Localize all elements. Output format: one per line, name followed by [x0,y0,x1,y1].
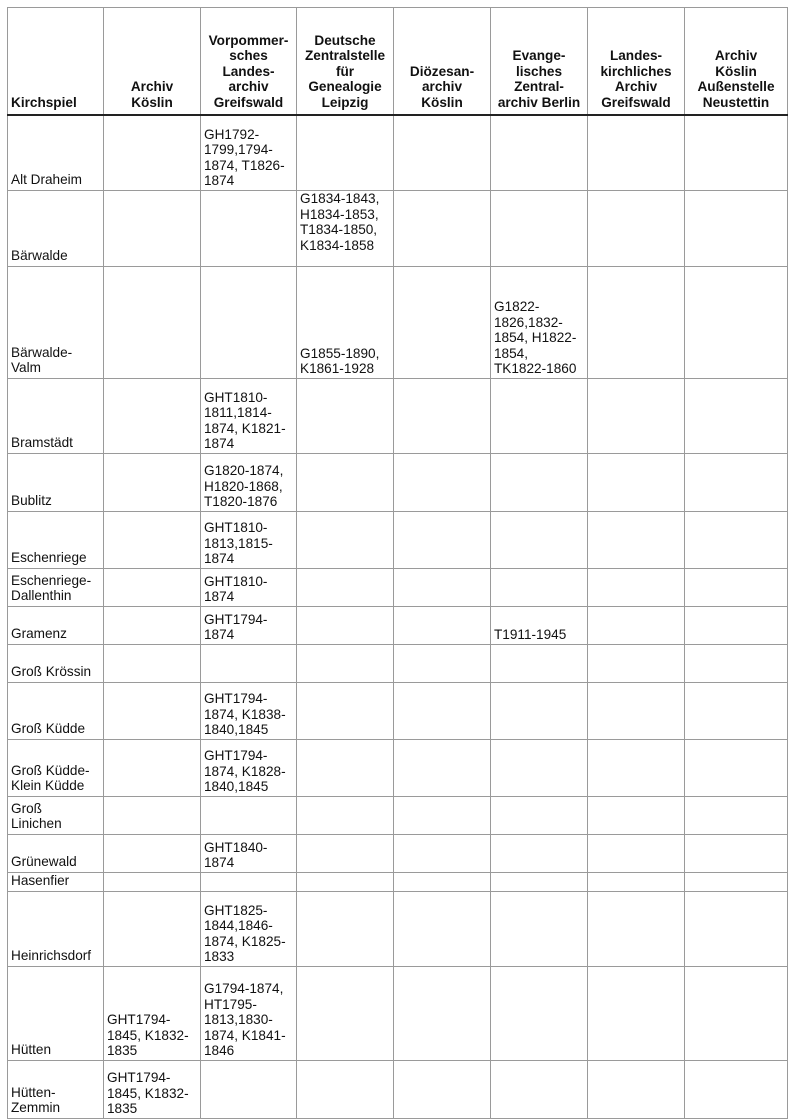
cell-neustettin [685,835,788,873]
table-row [8,683,788,740]
cell-dioezesan [394,569,491,607]
col-header-kirchspiel: Kirchspiel [8,8,104,115]
cell-archiv-koeslin [104,191,201,267]
parish-name: Bärwalde [8,191,104,267]
parish-name: Gramenz [8,607,104,645]
cell-greifswald [201,797,297,835]
cell-neustettin [685,873,788,892]
table-row [8,1061,788,1119]
cell-berlin [491,873,588,892]
cell-neustettin [685,607,788,645]
cell-archiv-koeslin [104,740,201,797]
cell-leipzig: G1855-1890, K1861-1928 [297,267,394,379]
cell-berlin [491,115,588,191]
col-header-greifswald-landesarchiv: Vorpommer- sches Landes- archiv Greifswald [201,8,297,115]
cell-dioezesan [394,797,491,835]
cell-greifswald: G1794-1874, HT1795- 1813,1830- 1874, K1841- 1846 [201,967,297,1061]
cell-leipzig [297,740,394,797]
cell-dioezesan [394,607,491,645]
table-row [8,892,788,967]
cell-greifswald: GHT1840- 1874 [201,835,297,873]
cell-landeskirchlich [588,379,685,454]
cell-landeskirchlich [588,683,685,740]
cell-archiv-koeslin [104,645,201,683]
cell-leipzig [297,512,394,569]
cell-berlin [491,740,588,797]
cell-dioezesan [394,191,491,267]
cell-landeskirchlich [588,191,685,267]
cell-neustettin [685,379,788,454]
cell-greifswald: GHT1794- 1874, K1828- 1840,1845 [201,740,297,797]
parish-name: Groß Küdde [8,683,104,740]
cell-berlin [491,454,588,512]
cell-neustettin [685,740,788,797]
cell-archiv-koeslin [104,454,201,512]
parish-archive-table [7,7,788,1119]
cell-dioezesan [394,267,491,379]
table-row [8,645,788,683]
cell-berlin [491,191,588,267]
cell-leipzig [297,645,394,683]
table-row [8,115,788,191]
parish-name: Hasenfier [8,873,104,892]
parish-name: Bramstädt [8,379,104,454]
cell-leipzig [297,454,394,512]
table-row [8,740,788,797]
cell-leipzig [297,967,394,1061]
cell-landeskirchlich [588,797,685,835]
cell-leipzig [297,115,394,191]
cell-dioezesan [394,967,491,1061]
cell-berlin [491,379,588,454]
cell-leipzig [297,873,394,892]
parish-name: Bärwalde- Valm [8,267,104,379]
table-row [8,512,788,569]
cell-dioezesan [394,512,491,569]
cell-leipzig [297,607,394,645]
table-row [8,835,788,873]
cell-leipzig [297,683,394,740]
cell-dioezesan [394,1061,491,1119]
col-header-leipzig: Deutsche Zentralstelle für Genealogie Leipzig [297,8,394,115]
cell-berlin [491,683,588,740]
cell-greifswald: GHT1794- 1874, K1838- 1840,1845 [201,683,297,740]
cell-greifswald: GHT1810- 1874 [201,569,297,607]
cell-archiv-koeslin [104,379,201,454]
cell-dioezesan [394,115,491,191]
cell-neustettin [685,512,788,569]
cell-dioezesan [394,873,491,892]
table-row [8,454,788,512]
cell-leipzig [297,835,394,873]
cell-landeskirchlich [588,967,685,1061]
cell-greifswald: GH1792- 1799,1794- 1874, T1826- 1874 [201,115,297,191]
cell-leipzig [297,569,394,607]
cell-berlin [491,512,588,569]
cell-archiv-koeslin [104,569,201,607]
cell-dioezesan [394,454,491,512]
cell-leipzig [297,797,394,835]
cell-archiv-koeslin [104,607,201,645]
cell-landeskirchlich [588,454,685,512]
table-row [8,569,788,607]
cell-archiv-koeslin [104,873,201,892]
parish-name: Eschenriege- Dallenthin [8,569,104,607]
table-row [8,967,788,1061]
table-row [8,191,788,267]
parish-name: Hütten [8,967,104,1061]
col-header-berlin: Evange- lisches Zentral- archiv Berlin [491,8,588,115]
cell-neustettin [685,191,788,267]
cell-landeskirchlich [588,115,685,191]
cell-neustettin [685,645,788,683]
cell-greifswald [201,1061,297,1119]
cell-neustettin [685,115,788,191]
cell-berlin: T1911-1945 [491,607,588,645]
cell-landeskirchlich [588,267,685,379]
cell-archiv-koeslin [104,892,201,967]
cell-greifswald [201,191,297,267]
parish-name: Alt Draheim [8,115,104,191]
cell-landeskirchlich [588,569,685,607]
parish-name: Bublitz [8,454,104,512]
cell-dioezesan [394,645,491,683]
cell-berlin: G1822- 1826,1832- 1854, H1822- 1854, TK1822-1860 [491,267,588,379]
cell-archiv-koeslin: GHT1794- 1845, K1832- 1835 [104,1061,201,1119]
col-header-landeskirchlich: Landes- kirchliches Archiv Greifswald [588,8,685,115]
cell-greifswald [201,873,297,892]
cell-archiv-koeslin [104,115,201,191]
cell-berlin [491,892,588,967]
cell-landeskirchlich [588,645,685,683]
cell-archiv-koeslin [104,835,201,873]
parish-name: Hütten- Zemmin [8,1061,104,1119]
cell-dioezesan [394,683,491,740]
cell-landeskirchlich [588,892,685,967]
cell-leipzig [297,379,394,454]
cell-leipzig [297,892,394,967]
col-header-neustettin: Archiv Köslin Außenstelle Neustettin [685,8,788,115]
cell-dioezesan [394,379,491,454]
cell-greifswald: GHT1825- 1844,1846- 1874, K1825- 1833 [201,892,297,967]
cell-greifswald: G1820-1874, H1820-1868, T1820-1876 [201,454,297,512]
parish-name: Eschenriege [8,512,104,569]
cell-archiv-koeslin [104,797,201,835]
cell-neustettin [685,967,788,1061]
cell-archiv-koeslin: GHT1794- 1845, K1832- 1835 [104,967,201,1061]
cell-landeskirchlich [588,835,685,873]
cell-greifswald: GHT1810- 1811,1814- 1874, K1821- 1874 [201,379,297,454]
cell-archiv-koeslin [104,267,201,379]
col-header-dioezesan: Diözesan- archiv Köslin [394,8,491,115]
cell-leipzig [297,1061,394,1119]
parish-name: Groß Küdde- Klein Küdde [8,740,104,797]
cell-landeskirchlich [588,1061,685,1119]
cell-berlin [491,645,588,683]
parish-name: Grünewald [8,835,104,873]
cell-neustettin [685,454,788,512]
cell-greifswald: GHT1794- 1874 [201,607,297,645]
parish-name: Heinrichsdorf [8,892,104,967]
parish-name: Groß Krössin [8,645,104,683]
table-row [8,797,788,835]
cell-berlin [491,1061,588,1119]
cell-dioezesan [394,740,491,797]
cell-landeskirchlich [588,512,685,569]
cell-landeskirchlich [588,873,685,892]
cell-dioezesan [394,835,491,873]
cell-neustettin [685,267,788,379]
cell-leipzig: G1834-1843, H1834-1853, T1834-1850, K1834-1858 [297,191,394,267]
cell-berlin [491,797,588,835]
cell-archiv-koeslin [104,512,201,569]
cell-neustettin [685,683,788,740]
header-row [8,8,788,115]
table-row [8,607,788,645]
cell-neustettin [685,1061,788,1119]
cell-neustettin [685,569,788,607]
cell-berlin [491,835,588,873]
cell-archiv-koeslin [104,683,201,740]
cell-dioezesan [394,892,491,967]
cell-greifswald [201,267,297,379]
cell-landeskirchlich [588,740,685,797]
cell-greifswald [201,645,297,683]
cell-neustettin [685,797,788,835]
table-row [8,267,788,379]
cell-berlin [491,569,588,607]
cell-berlin [491,967,588,1061]
cell-landeskirchlich [588,607,685,645]
table-row [8,379,788,454]
col-header-archiv-koeslin: Archiv Köslin [104,8,201,115]
table-row [8,873,788,892]
parish-name: Groß Linichen [8,797,104,835]
cell-greifswald: GHT1810- 1813,1815- 1874 [201,512,297,569]
cell-neustettin [685,892,788,967]
